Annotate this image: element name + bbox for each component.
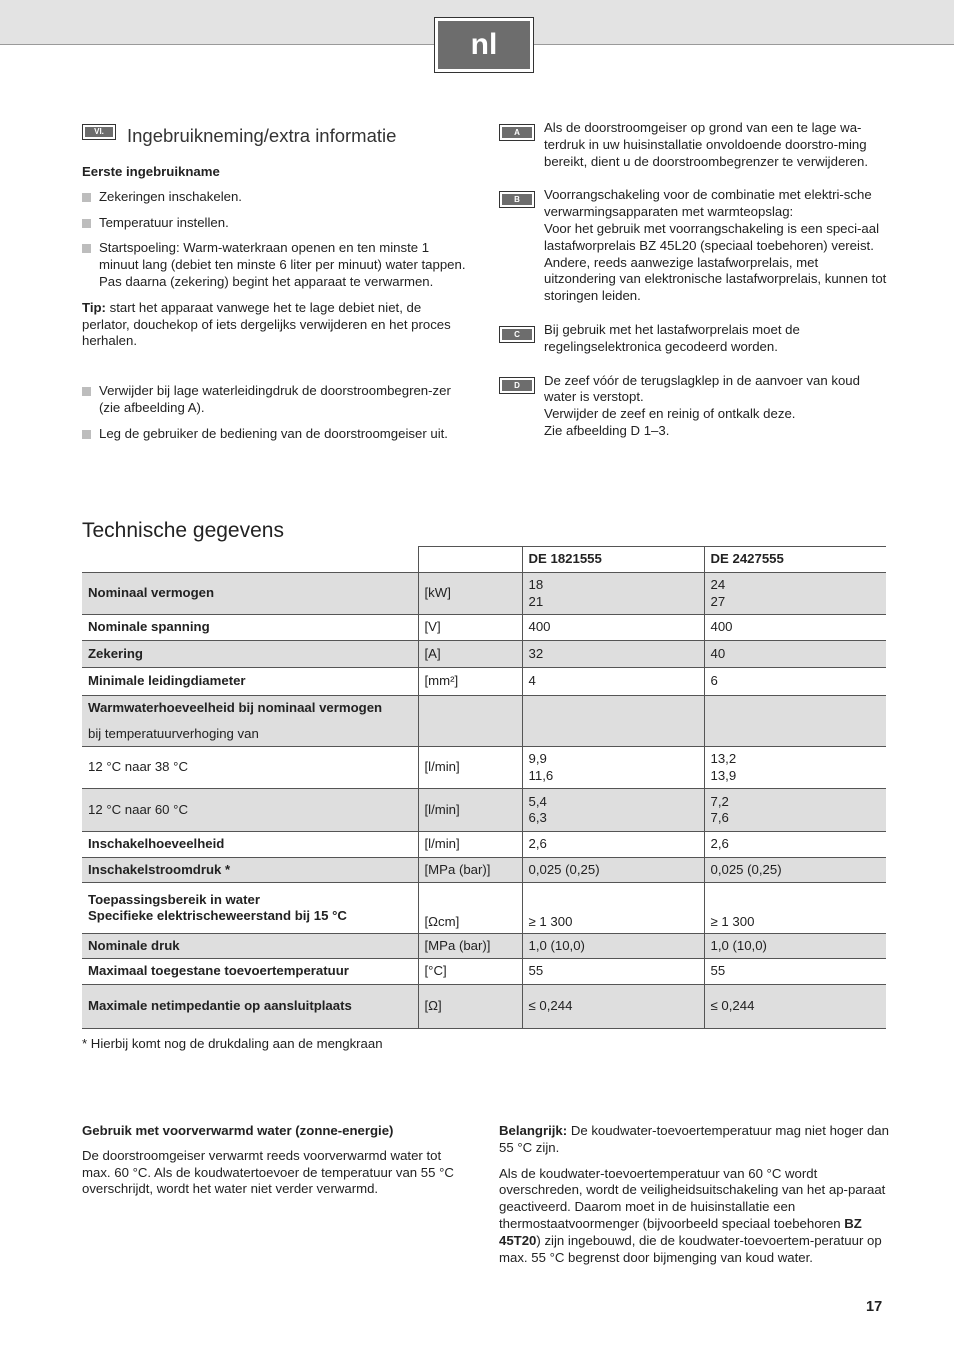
table-row: Maximaal toegestane toevoertemperatuur [°C] 55 55	[82, 959, 886, 985]
thermostat-paragraph: Als de koudwater-toevoertemperatuur van 60 °C wordt overschreden, wordt de veiligheidsuitschakeling van het ap-paraat geactiveerd. Daarom moet in de huisinstallatie een thermostaatvoormenger (bijvoorbeeld speciaal toebehoren BZ 45T20) zijn ingebouwd, die de koudwater-toevoertem-peratuur op max. 55 °C begrenst door bijmenging van koud water.	[499, 1165, 886, 1265]
table-row: Nominale druk [MPa (bar)] 1,0 (10,0) 1,0 (10,0)	[82, 934, 886, 959]
tech-data-table	[82, 546, 886, 1029]
note-b: B Voorrangschakeling voor de combinatie met elektri-sche verwarmingsapparaten met warmteopslag: Voor het gebruik met voorrangschakeling is een speci-aal lastafworprelais BZ 45L20 (speciaal toebehoren) vereist. Andere, reeds aanwezige lastafworprelais, met uitzondering van elektronische lastafworprelais, kunnen tot storingen leiden.	[499, 187, 889, 305]
square-bullet-icon	[82, 430, 91, 439]
note-c: C Bij gebruik met het lastafworprelais moet de regelingselektronica gecodeerd worden.	[499, 322, 889, 356]
page-number: 17	[866, 1299, 883, 1315]
table-row: 12 °C naar 38 °C [l/min] 9,9 11,6 13,2 13,9	[82, 747, 886, 789]
bullet-item: Verwijder bij lage waterleidingdruk de doorstroombegren-zer (zie afbeelding A).	[82, 383, 470, 417]
bullet-item: Temperatuur instellen.	[82, 215, 470, 232]
table-footnote: * Hierbij komt nog de drukdaling aan de mengkraan	[82, 1036, 383, 1051]
note-d: D De zeef vóór de terugslagklep in de aanvoer van koud water is verstopt. Verwijder de zeef en reinig of ontkalk deze. Zie afbeelding D 1–3.	[499, 373, 889, 440]
table-row: Inschakelstroomdruk * [MPa (bar)] 0,025 (0,25) 0,025 (0,25)	[82, 858, 886, 883]
section-commissioning	[82, 122, 470, 452]
table-row: Warmwaterhoeveelheid bij nominaal vermogen bij temperatuurverhoging van	[82, 696, 886, 747]
section-heading	[82, 122, 470, 150]
note-tag: C	[499, 326, 535, 343]
bullet-item: Startspoeling: Warm-waterkraan openen en ten minste 1 minuut lang (debiet ten minste 6 liter per minuut) water tappen. Pas daarna (zekering) begint het apparaat te verwarmen.	[82, 240, 470, 290]
language-code: nl	[438, 21, 530, 69]
solar-paragraph: De doorstroomgeiser verwarmt reeds voorverwarmd water tot max. 60 °C. Als de koudwatertoevoer de temperatuur van 55 °C overschrijdt, wordt het water niet verder verwarmd.	[82, 1147, 454, 1197]
solar-important	[499, 1123, 889, 1275]
table-row: Minimale leidingdiameter [mm²] 4 6	[82, 668, 886, 696]
square-bullet-icon	[82, 219, 91, 228]
language-badge	[434, 17, 534, 73]
section-title: Ingebruikneming/extra informatie	[127, 125, 397, 146]
tech-data-title: Technische gegevens	[82, 519, 284, 542]
note-tag: A	[499, 124, 535, 141]
table-row: 12 °C naar 60 °C [l/min] 5,4 6,3 7,2 7,6	[82, 789, 886, 832]
square-bullet-icon	[82, 193, 91, 202]
important-paragraph: Belangrijk: De koudwater-toevoertemperatuur mag niet hoger dan 55 °C zijn.	[499, 1123, 889, 1155]
table-row: Toepassingsbereik in water Specifieke elektrischeweerstand bij 15 °C [Ωcm] ≥ 1 300 ≥ 1 300	[82, 883, 886, 934]
table-row: Inschakelhoeveelheid [l/min] 2,6 2,6	[82, 832, 886, 858]
subtitle-first-use: Eerste ingebruikname	[82, 164, 220, 179]
table-row: Nominale spanning [V] 400 400	[82, 615, 886, 641]
note-tag: B	[499, 191, 535, 208]
solar-title: Gebruik met voorverwarmd water (zonne-energie)	[82, 1123, 394, 1138]
note-tag: D	[499, 377, 535, 394]
note-a: A Als de doorstroomgeiser op grond van een te lage wa-terdruk in uw huisinstallatie onvoldoende doorstro-ming bereikt, dient u de doorstroombegrenzer te verwijderen.	[499, 120, 889, 170]
model-1-header: DE 1821555	[522, 547, 704, 573]
section-number-badge: VI.	[82, 124, 116, 140]
table-header-row	[82, 547, 886, 573]
square-bullet-icon	[82, 244, 91, 253]
table-row: Zekering [A] 32 40	[82, 641, 886, 668]
solar-section	[82, 1123, 472, 1207]
bullet-item: Zekeringen inschakelen.	[82, 189, 470, 206]
table-row: Maximale netimpedantie op aansluitplaats [Ω] ≤ 0,244 ≤ 0,244	[82, 985, 886, 1029]
square-bullet-icon	[82, 387, 91, 396]
table-row: Nominaal vermogen [kW] 18 21 24 27	[82, 573, 886, 615]
model-2-header: DE 2427555	[704, 547, 886, 573]
tip-paragraph: Tip: start het apparaat vanwege het te lage debiet niet, de perlator, douchekop of iets dergelijks verwijderen en het proces herhalen.	[82, 299, 451, 349]
bullet-item: Leg de gebruiker de bediening van de doorstroomgeiser uit.	[82, 426, 470, 443]
figure-notes	[499, 120, 889, 457]
